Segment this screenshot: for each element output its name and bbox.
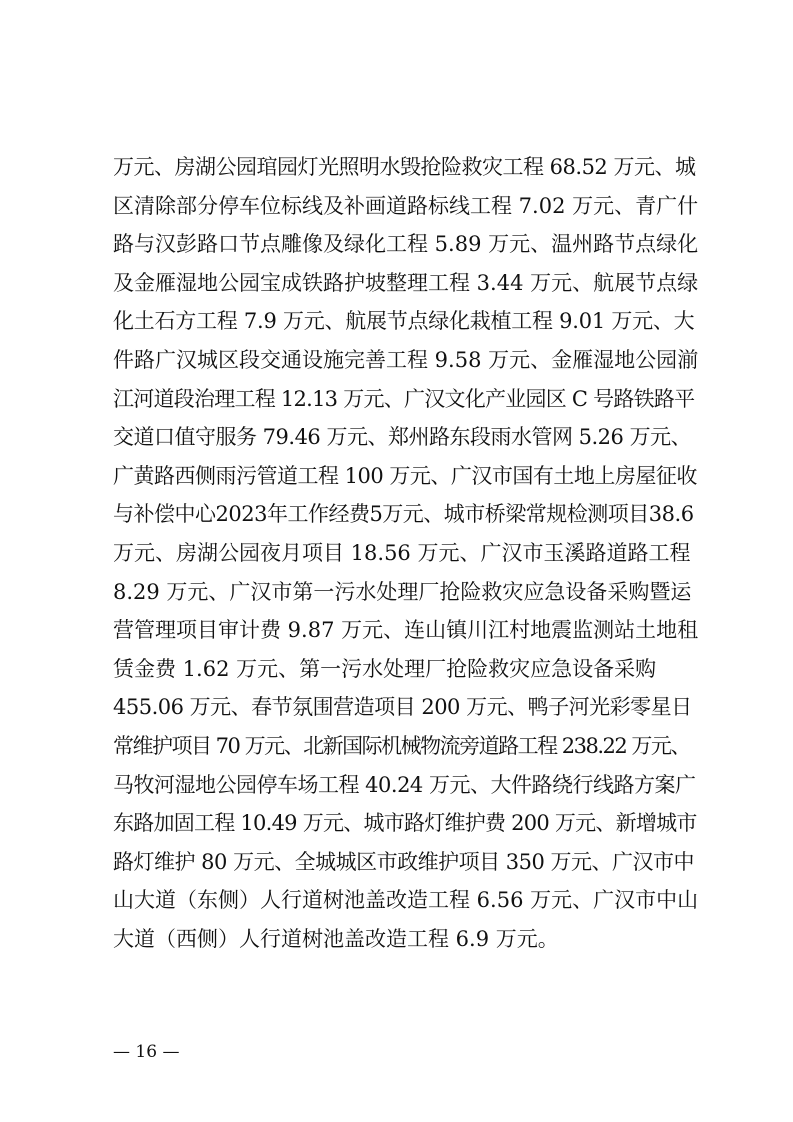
- text-line: 江河道段治理工程 12.13 万元、广汉文化产业园区 C 号路铁路平: [113, 386, 695, 411]
- text-line: 万元、房湖公园夜月项目 18.56 万元、广汉市玉溪路道路工程: [113, 540, 691, 565]
- text-line: 交道口值守服务 79.46 万元、郑州路东段雨水管网 5.26 万元、: [113, 425, 692, 450]
- text-line: 常维护项目 70 万元、北新国际机械物流旁道路工程 238.22 万元、: [113, 733, 690, 758]
- text-line: 路与汉彭路口节点雕像及绿化工程 5.89 万元、温州路节点绿化: [113, 232, 698, 257]
- text-line: 东路加固工程 10.49 万元、城市路灯维护费 200 万元、新增城市: [113, 811, 697, 836]
- text-line: 马牧河湿地公园停车场工程 40.24 万元、大件路绕行线路方案广: [113, 772, 696, 797]
- text-line: 山大道（东侧）人行道树池盖改造工程 6.56 万元、广汉市中山: [113, 888, 698, 913]
- text-line: 件路广汉城区段交通设施完善工程 9.58 万元、金雁湿地公园湔: [113, 347, 698, 372]
- text-line: 及金雁湿地公园宝成铁路护坡整理工程 3.44 万元、航展节点绿: [113, 270, 698, 295]
- text-line: 与补偿中心2023年工作经费5万元、城市桥梁常规检测项目38.6: [113, 502, 694, 527]
- text-line: 区清除部分停车位标线及补画道路标线工程 7.02 万元、青广什: [113, 193, 698, 218]
- text-line: 广黄路西侧雨污管道工程 100 万元、广汉市国有土地上房屋征收: [113, 463, 697, 488]
- page-number: — 16 —: [113, 1042, 180, 1062]
- body-paragraph: [113, 148, 698, 958]
- text-line: 455.06 万元、春节氛围营造项目 200 万元、鸭子河光彩零星日: [113, 695, 692, 720]
- text-line: 化土石方工程 7.9 万元、航展节点绿化栽植工程 9.01 万元、大: [113, 309, 695, 334]
- text-line: 赁金费 1.62 万元、第一污水处理厂抢险救灾应急设备采购: [113, 656, 657, 681]
- text-line: 万元、房湖公园琯园灯光照明水毁抢险救灾工程 68.52 万元、城: [113, 155, 696, 179]
- text-line: 8.29 万元、广汉市第一污水处理厂抢险救灾应急设备采购暨运: [113, 579, 692, 604]
- text-line: 路灯维护 80 万元、全城城区市政维护项目 350 万元、广汉市中: [113, 849, 695, 874]
- text-line: 营管理项目审计费 9.87 万元、连山镇川江村地震监测站土地租: [113, 618, 698, 643]
- text-line: 大道（西侧）人行道树池盖改造工程 6.9 万元。: [113, 926, 559, 951]
